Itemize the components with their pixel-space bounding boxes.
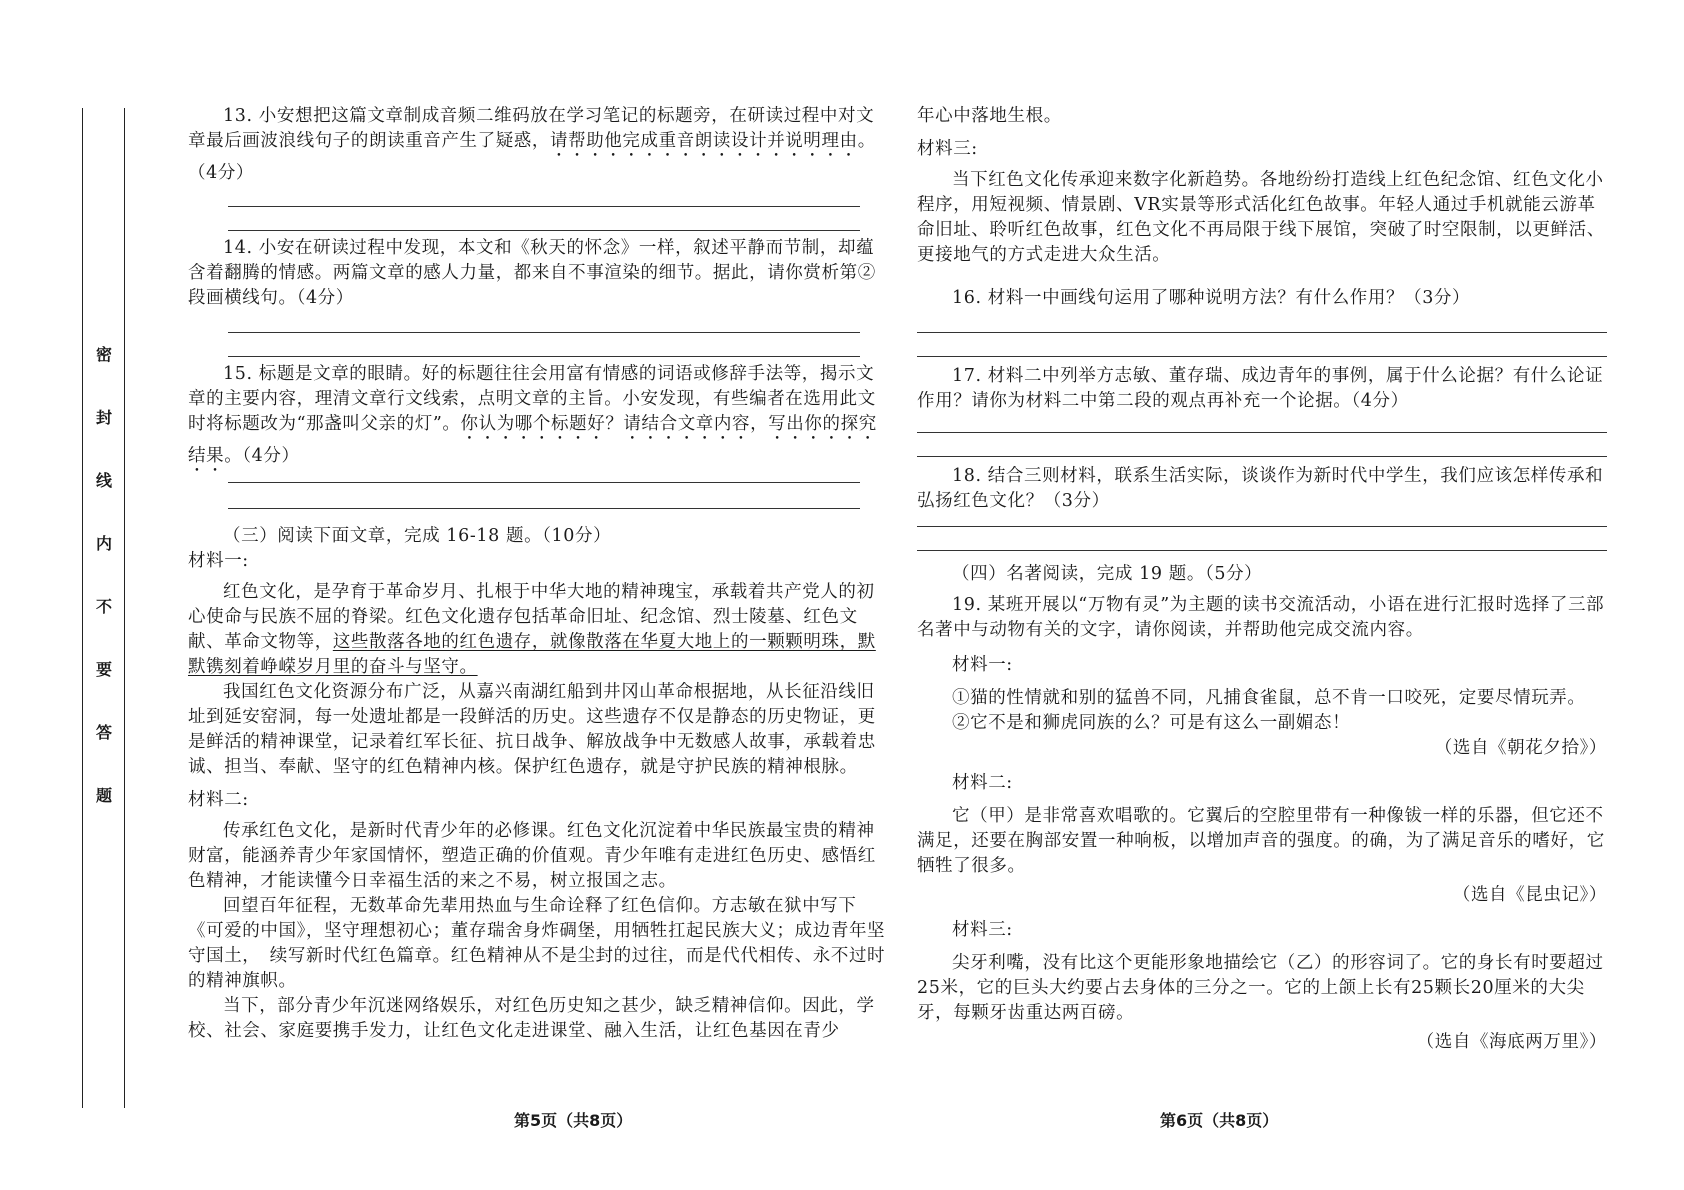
answer-line[interactable] xyxy=(917,432,1607,433)
section-3: （三）阅读下面文章，完成 16-18 题。（10分） 材料一: 红色文化，是孕育于革命岁月、扎根于中华大地的精神瑰宝，承载着共产党人的初心使命与民族不屈的脊梁。红色文化遗存包括革命旧址、纪念馆、烈士陵墓、红色文献、革命文物等，这些散落各地的红色遗存，就像散落在华夏大地上的一颗颗明珠，默默镌刻着峥嵘岁月里的奋斗与坚守。 我国红色文化资源分布广泛，从嘉兴南湖红船到井冈山革命根据地，从长征沿线旧址到延安窑洞，每一处遗址都是一段鲜活的历史。这些遗存不仅是静态的历史物证，更是鲜活的精神课堂，记录着红军长征、抗日战争、解放战争中无数感人故事，承载着忠诚、担当、奉献、坚守的红色精神内核。保护红色遗存，就是守护民族的精神根脉。 材料二: 传承红色文化，是新时代青少年的必修课。红色文化沉淀着中华民族最宝贵的精神财富，能涵养青少年家国情怀，塑造正确的价值观。青少年唯有走进红色历史、感悟红色精神，才能读懂今日幸福生活的来之不易，树立报国之志。 回望百年征程，无数革命先辈用热血与生命诠释了红色信仰。方志敏在狱中写下《可爱的中国》，坚守理想初心；董存瑞舍身炸碉堡，用牺牲扛起民族大义；成边青年坚守国土， 续写新时代红色篇章。红色精神从不是尘封的过往，而是代代相传、永不过时的精神旗帜。 当下，部分青少年沉迷网络娱乐，对红色历史知之甚少，缺乏精神信仰。因此，学校、社会、家庭要携手发力，让红色文化走进课堂、融入生活，让红色基因在青少 xyxy=(188,524,888,1044)
answer-line[interactable] xyxy=(228,508,860,509)
source-citation: （选自《海底两万里》） xyxy=(1416,1032,1607,1052)
source-citation: （选自《昆虫记》） xyxy=(1452,885,1607,905)
material-2-label: 材料二: xyxy=(188,790,249,810)
book-material-1-label: 材料一: xyxy=(952,655,1013,675)
answer-line[interactable] xyxy=(228,230,860,231)
seal-line-notice: 密 封 线 内 不 要 答 题 xyxy=(95,345,112,805)
question-17: 17. 材料二中列举方志敏、董存瑞、成边青年的事例，属于什么论据？有什么论证作用？请你为材料二中第二段的观点再补充一个论据。（4分） xyxy=(917,366,1604,411)
answer-line[interactable] xyxy=(917,332,1607,333)
question-13: 13. 小安想把这篇文章制成音频二维码放在学习笔记的标题旁，在研读过程中对文章最后画波浪线句子的朗读重音产生了疑惑，请帮助他完成重音朗读设计并说明理由。（4分） xyxy=(188,106,876,183)
answer-line[interactable] xyxy=(917,550,1607,551)
answer-line[interactable] xyxy=(917,356,1607,357)
binding-line-outer xyxy=(82,108,83,1108)
page-number-right: 第6页（共8页） xyxy=(1160,1111,1279,1130)
section-4-title: （四）名著阅读，完成 19 题。（5分） xyxy=(952,564,1263,584)
underlined-sentence: 这些散落各地的红色遗存，就像散落在华夏大地上的一颗颗明珠，默默镌刻着峥嵘岁月里的奋斗与坚守。 xyxy=(188,632,876,677)
page-number-left: 第5页（共8页） xyxy=(514,1111,633,1130)
answer-line[interactable] xyxy=(228,482,860,483)
answer-line[interactable] xyxy=(228,356,860,357)
section-3-title: （三）阅读下面文章，完成 16-18 题。（10分） xyxy=(223,526,612,546)
binding-line-inner xyxy=(124,108,125,1108)
answer-line[interactable] xyxy=(917,456,1607,457)
section-4: （四）名著阅读，完成 19 题。（5分） 19. 某班开展以“万物有灵”为主题的读书交流活动，小语在进行汇报时选择了三部名著中与动物有关的文字，请你阅读，并帮助他完成交流内容。 材料一: ①猫的性情就和别的猛兽不同，凡捕食雀鼠，总不肯一口咬死，定要尽情玩弄。 ②它不是和狮虎同族的么？可是有这么一副媚态！ （选自《朝花夕拾》） 材料二: 它（甲）是非常喜欢唱歌的。它翼后的空腔里带有一种像钹一样的乐器，但它还不满足，还要在胸部安置一种响板，以增加声音的强度。的确，为了满足音乐的嗜好，它牺牲了很多。 （选自《昆虫记》） 材料三: 尖牙利嘴，没有比这个更能形象地描绘它（乙）的形容词了。它的身长有时要超过25米，它的巨头大约要占去身体的三分之一。它的上颌上长有25颗长20厘米的大尖牙，每颗牙齿重达两百磅。 （选自《海底两万里》） xyxy=(917,562,1607,1055)
answer-line[interactable] xyxy=(228,332,860,333)
book-material-2-label: 材料二: xyxy=(952,773,1013,793)
question-18: 18. 结合三则材料，联系生活实际，谈谈作为新时代中学生，我们应该怎样传承和弘扬红色文化？（3分） xyxy=(917,466,1604,511)
question-14: 14. 小安在研读过程中发现，本文和《秋天的怀念》一样，叙述平静而节制，却蕴含着翻腾的情感。两篇文章的感人力量，都来自不事渲染的细节。据此，请你赏析第②段画横线句。（4分） xyxy=(188,238,876,308)
material-1-label: 材料一: xyxy=(188,551,249,571)
answer-line[interactable] xyxy=(917,526,1607,527)
answer-line[interactable] xyxy=(228,206,860,207)
material-3-label: 材料三: xyxy=(917,139,978,159)
book-material-3-label: 材料三: xyxy=(952,920,1013,940)
question-15: 15. 标题是文章的眼睛。好的标题往往会用富有情感的词语或修辞手法等，揭示文章的主要内容，理清文章行文线索，点明文章的主旨。小安发现，有些编者在选用此文时将标题改为“那盏叫父亲的灯”。你认为哪个标题好？请结合文章内容，写出你的探究结果。（4分） xyxy=(188,364,877,466)
question-16: 16. 材料一中画线句运用了哪种说明方法？有什么作用？（3分） xyxy=(952,288,1471,308)
source-citation: （选自《朝花夕拾》） xyxy=(1434,738,1607,758)
